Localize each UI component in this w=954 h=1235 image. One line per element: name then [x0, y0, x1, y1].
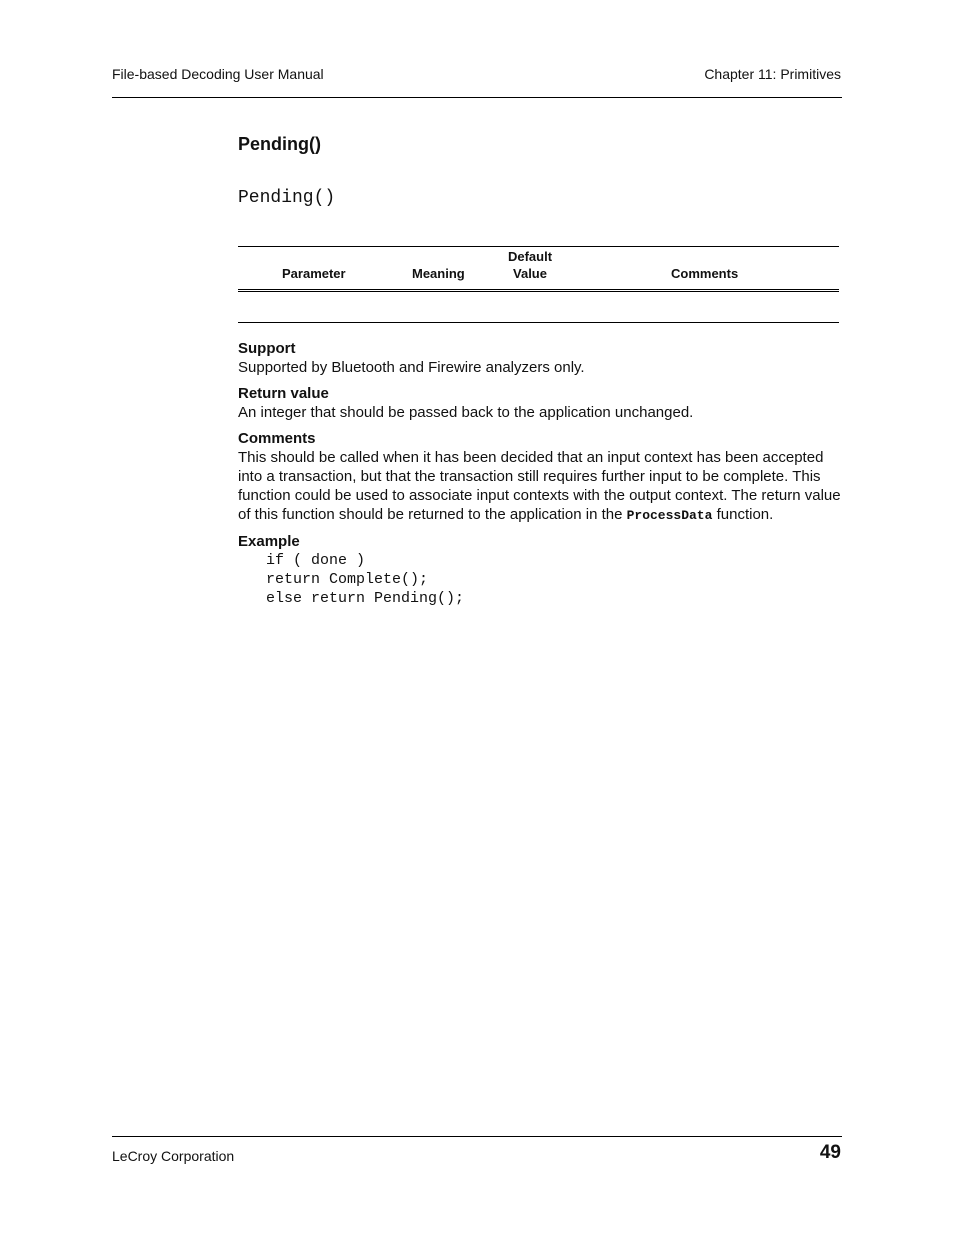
function-signature: Pending() [238, 188, 336, 208]
column-header-comments: Comments [671, 266, 739, 281]
parameter-table-header [238, 247, 839, 292]
comments-text-after: function. [712, 506, 774, 523]
column-header-meaning: Meaning [412, 266, 465, 281]
header-chapter: Chapter 11: Primitives [704, 66, 841, 82]
parameter-table-bottom-rule [238, 322, 839, 323]
parameter-table [238, 246, 839, 323]
comments-heading: Comments [238, 430, 316, 447]
footer-company: LeCroy Corporation [112, 1148, 235, 1164]
footer-rule [112, 1136, 842, 1137]
example-code-line: else return Pending(); [266, 590, 465, 607]
column-header-default-line2: Value [513, 266, 547, 281]
example-code-line: return Complete(); [266, 571, 429, 588]
column-header-default-value [506, 248, 554, 282]
main-content [238, 130, 842, 608]
support-heading: Support [238, 340, 296, 357]
column-header-default-line1: Default [507, 249, 553, 264]
header-manual-title: File-based Decoding User Manual [112, 66, 324, 82]
support-text: Supported by Bluetooth and Firewire analyzers only. [238, 359, 585, 376]
function-title: Pending() [238, 134, 321, 154]
comments-text-before: This should be called when it has been decided that an input context has been accepted into a transaction, but that the transaction still requires further input to be complete. This function could be used to associate input contexts with the output context. The return value of this function should be returned to the application in the [238, 449, 841, 523]
comments-text [238, 448, 842, 525]
header-rule [112, 97, 842, 98]
example-heading: Example [238, 533, 300, 550]
example-code-block [266, 551, 842, 608]
page-number: 49 [819, 1142, 841, 1163]
processdata-code: ProcessData [626, 508, 713, 523]
column-header-parameter: Parameter [282, 266, 346, 281]
return-value-heading: Return value [238, 385, 329, 402]
return-value-text: An integer that should be passed back to the application unchanged. [238, 404, 694, 421]
example-code-line: if ( done ) [266, 552, 366, 569]
